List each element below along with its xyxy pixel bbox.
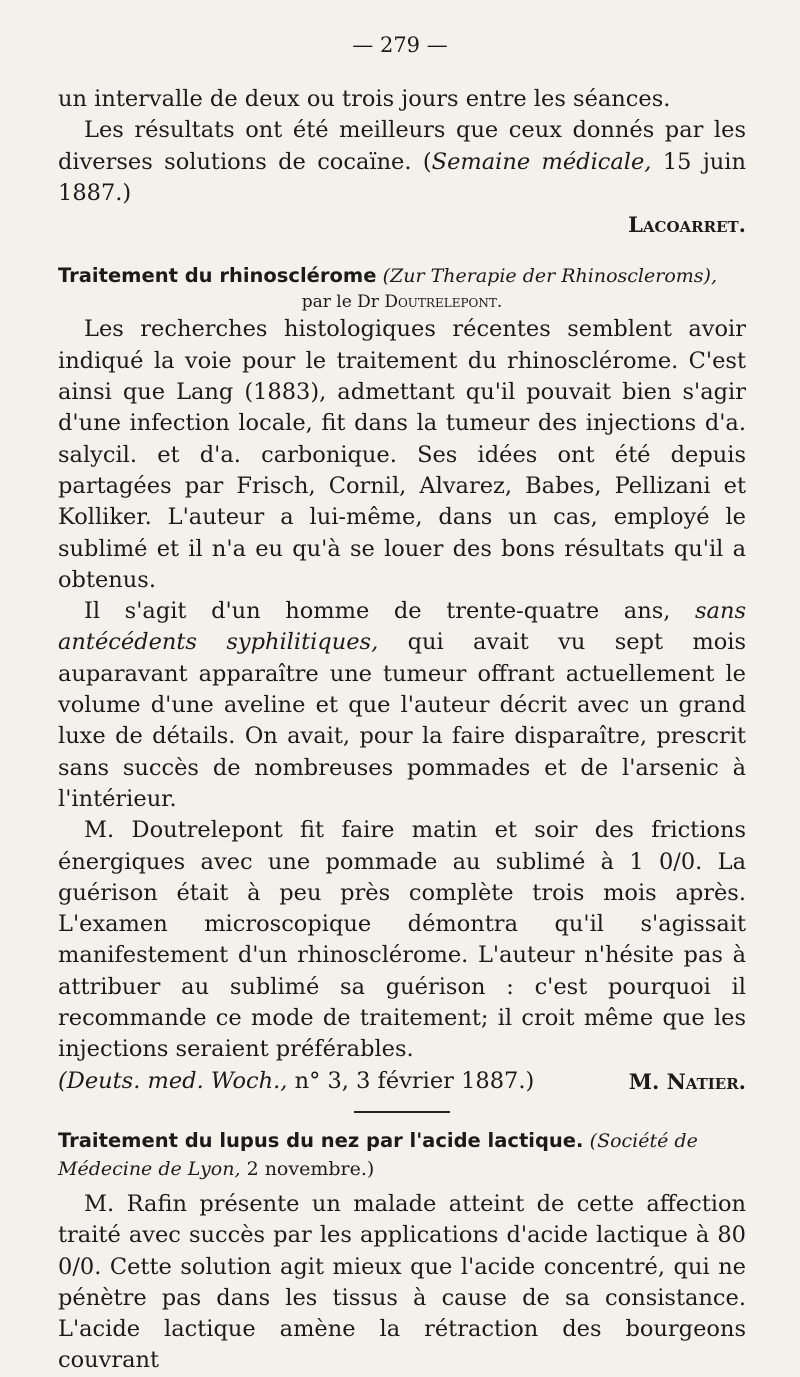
citation-date: 15 juin 1887.): [58, 148, 746, 206]
byline-author: Doutrelepont.: [384, 292, 503, 313]
author-signature: Lacoarret.: [628, 212, 746, 238]
reference-line: [58, 1066, 746, 1097]
article-title-text: Traitement du rhinosclérome: [58, 264, 377, 288]
article-original-title: (Zur Therapie der Rhinoscleroms),: [382, 265, 717, 288]
source-citation: Semaine médicale,: [431, 148, 652, 175]
article-source: (Société de Médecine de Lyon,: [58, 1129, 698, 1180]
article-title-text: Traitement du lupus du nez par l'acide lactique.: [58, 1128, 584, 1152]
paragraph-text: qui avait vu sept mois auparavant apparaître une tumeur offrant actuellement le volume d'une aveline et que l'auteur décrit avec un grand luxe de détails. On avait, pour la faire disparaître, prescrit sans succès de nombreuses pommades et de l'arsenic à l'intérieur.: [58, 629, 746, 812]
page-content: [58, 84, 746, 1377]
paragraph: [58, 115, 746, 209]
emphasis-text: sans antécédents syphilitiques,: [58, 598, 746, 656]
byline-prefix: par le Dr: [301, 292, 379, 313]
paragraph-text: Il s'agit d'un homme de trente-quatre ans,: [84, 598, 695, 625]
paragraph: Les recherches histologiques récentes semblent avoir indiqué la voie pour le traitement du rhinosclérome. C'est ainsi que Lang (1883), admettant qu'il pouvait bien s'agir d'une infection locale, fit dans la tumeur des injections d'a. salycil. et d'a. carbonique. Ses idées ont été depuis partagées par Frisch, Cornil, Alvarez, Babes, Pellizani et Kolliker. L'auteur a lui-même, dans un cas, employé le sublimé et il n'a eu qu'à se louer des bons résultats qu'il a obtenus.: [58, 316, 746, 593]
reference-source: (Deuts. med. Woch.,: [58, 1067, 288, 1094]
paragraph: [58, 596, 746, 815]
page-number: — 279 —: [352, 33, 448, 57]
reference: [58, 1066, 534, 1097]
paragraph: M. Rafin présente un malade atteint de cette affection traité avec succès par les applications d'acide lactique à 80 0/0. Cette solution agit mieux que l'acide concentré, qui ne pénètre pas dans les tissus à cause de sa consistance. L'acide lactique amène la rétraction des bourgeons couvrant: [58, 1190, 746, 1374]
section-divider: [354, 1111, 450, 1113]
author-signature: M. Natier.: [628, 1068, 746, 1094]
paragraph: M. Doutrelepont fit faire matin et soir des frictions énergiques avec une pommade au sublimé à 1 0/0. La guérison était à peu près complète trois mois après. L'examen microscopique démontra qu'il s'agissait manifestement d'un rhinosclérome. L'auteur n'hésite pas à attribuer au sublimé sa guérison : c'est pourquoi il recommande ce mode de traitement; il croit même que les injections seraient préférables.: [58, 817, 746, 1063]
article-title: [58, 1127, 746, 1183]
article-date: 2 novembre.): [240, 1157, 375, 1180]
paragraph: un intervalle de deux ou trois jours entre les séances.: [58, 86, 671, 112]
article-title: [58, 262, 746, 290]
paragraph-text: Les résultats ont été meilleurs que ceux donnés par les diverses solutions de cocaïne. (: [58, 117, 746, 175]
reference-detail: n° 3, 3 février 1887.): [287, 1067, 535, 1094]
article-byline: [58, 290, 746, 314]
